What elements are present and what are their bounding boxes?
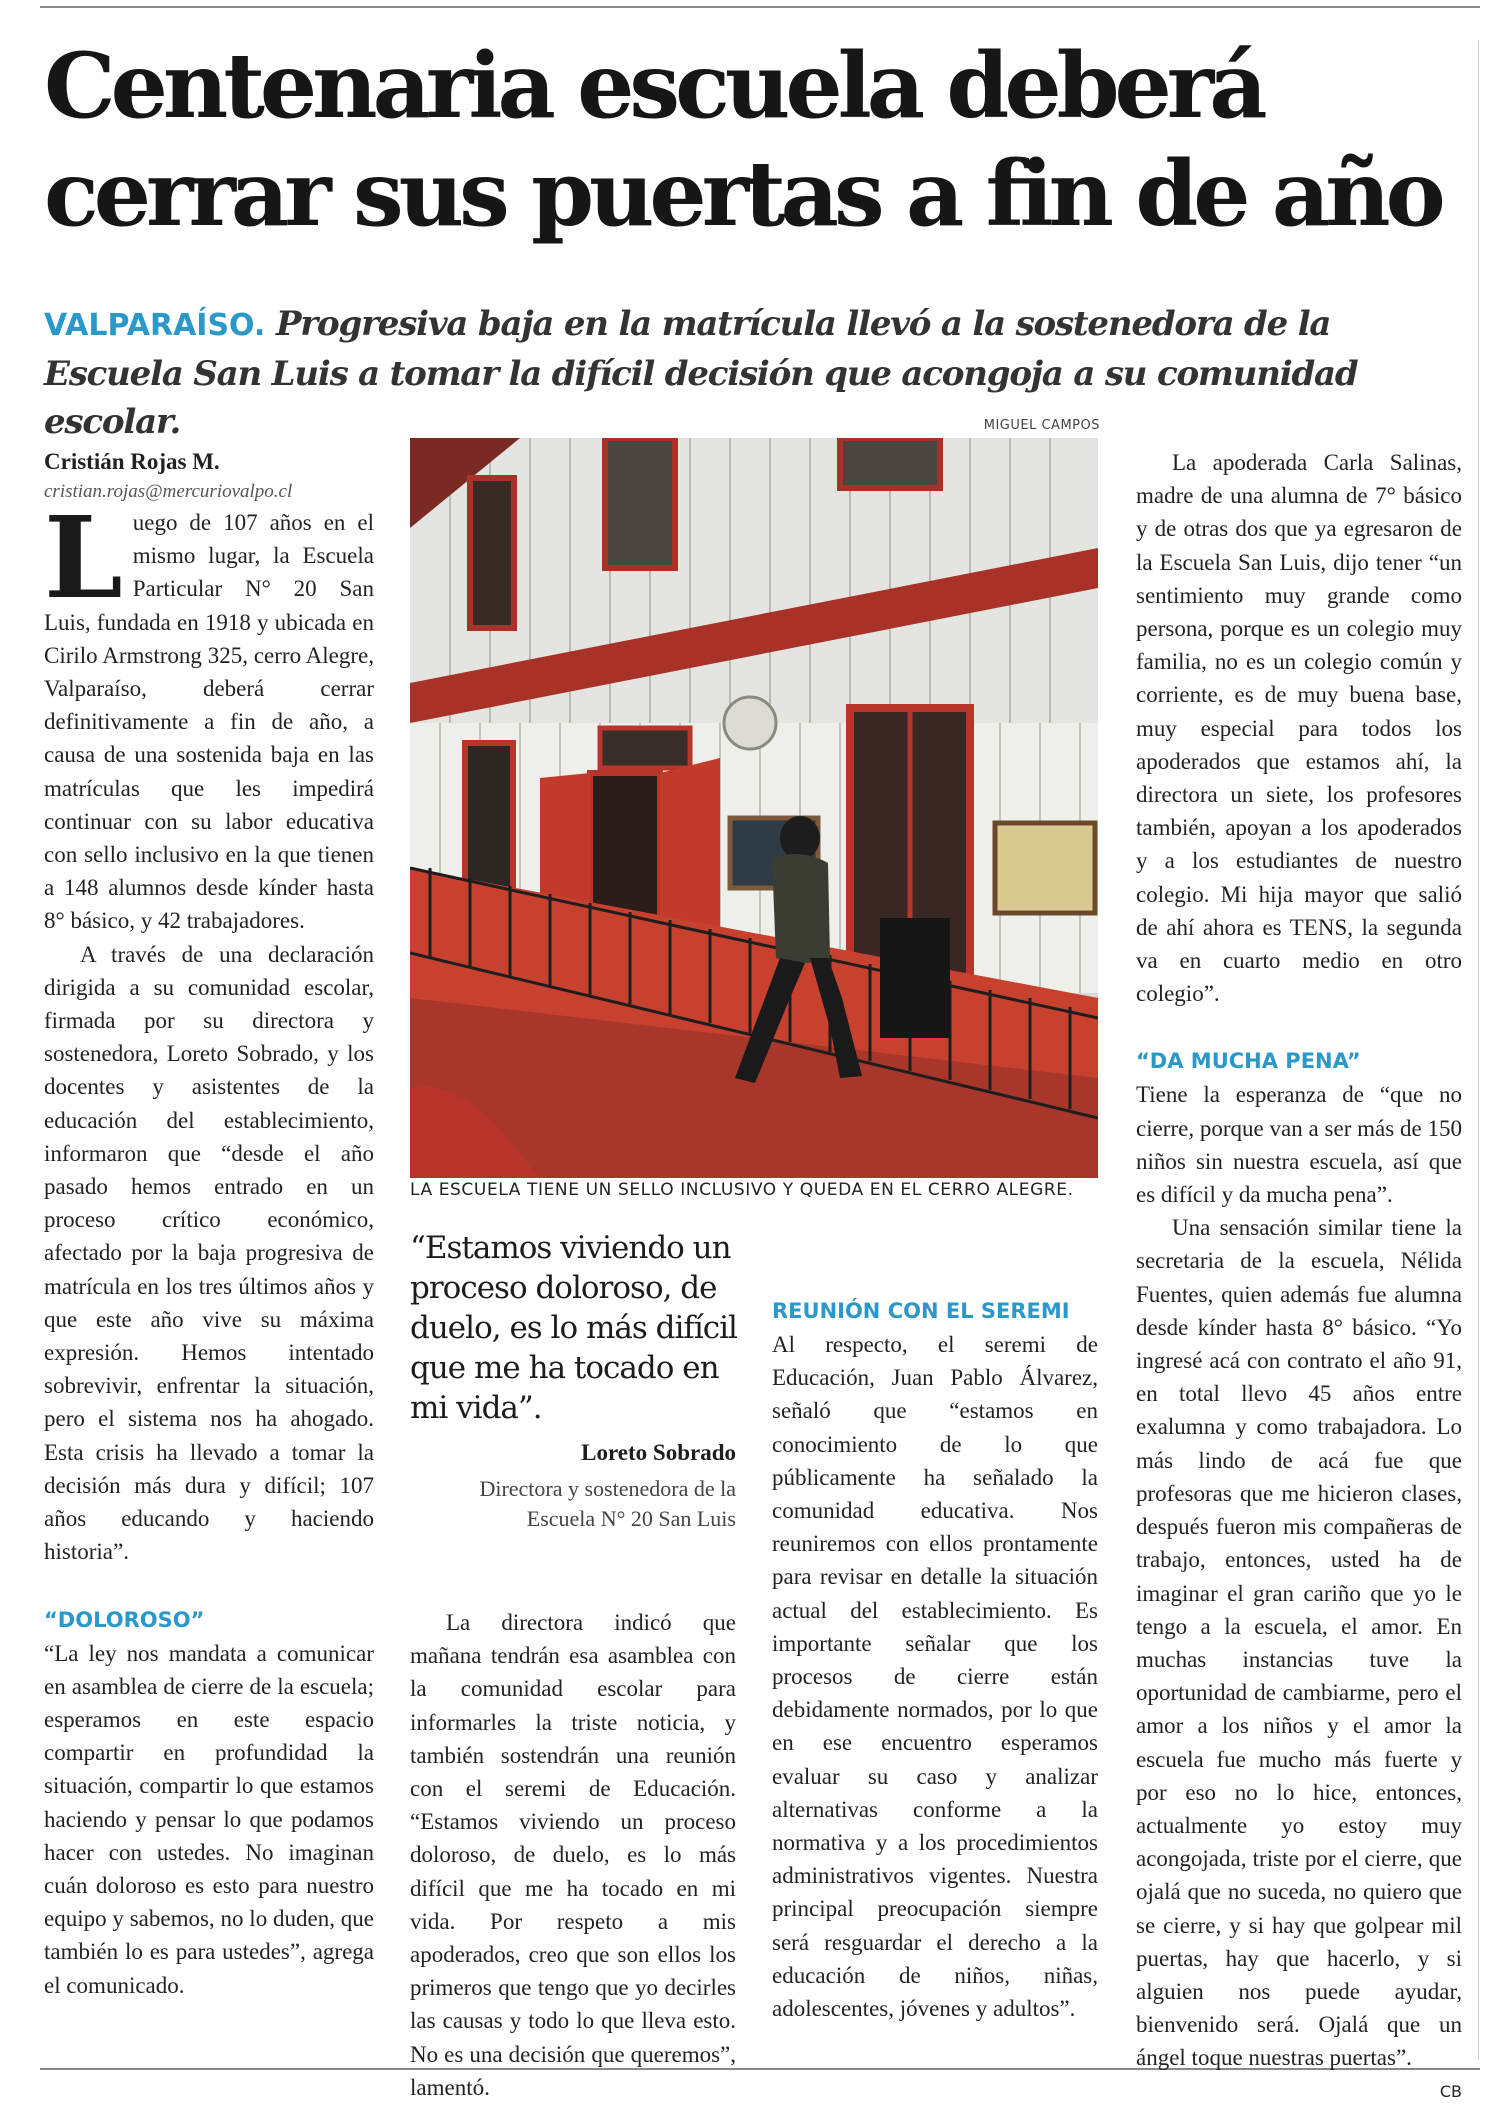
lead-text: Progresiva baja en la matrícula llevó a la sostenedora de la Escuela San Luis a tomar la difícil decisión que acongoja a su comunidad escolar. xyxy=(44,304,1358,442)
lead-place: VALPARAÍSO. xyxy=(44,308,266,343)
body-paragraph-2: A través de una declaración dirigida a su comunidad escolar, firmada por su directora y sostenedora, Loreto Sobrado, y los docentes y asistentes de la educación del establecimiento, informaron que “desde el año pasado hemos entrado en un proceso crítico económico, afectado por la baja progresiva de matrícula en los tres últimos años y que este año vive su máxima expresión. Hemos intentado sobrevivir, enfrentar la situación, pero el sistema nos ha ahogado. Esta crisis ha llevado a tomar la decisión más dura y difícil; 107 años educando y haciendo historia”. xyxy=(44,941,374,1565)
top-rule xyxy=(40,6,1480,8)
school-building-illustration xyxy=(410,438,1098,1178)
byline-name: Cristián Rojas M. xyxy=(44,449,220,474)
end-mark: CB xyxy=(1439,2081,1462,2101)
column-2 xyxy=(410,1606,736,2104)
body-paragraph-4: La directora indicó que mañana tendrán esa asamblea con la comunidad escolar para informarles la triste noticia, y también sostendrán una reunión con el seremi de Educación. “Estamos viviendo un proceso doloroso, de duelo, es lo más difícil que me ha tocado en mi vida. Por respeto a mis apoderados, creo que son ellos los primeros que tengo que yo decirles las causas y todo lo que lleva esto. No es una decisión que queremos”, lamentó. xyxy=(410,1610,736,2100)
photo-caption: LA ESCUELA TIENE UN SELLO INCLUSIVO Y QUEDA EN EL CERRO ALEGRE. xyxy=(410,1180,1074,1200)
body-paragraph-7: Tiene la esperanza de “que no cierre, porque van a ser más de 150 niños sin nuestra escuela, así que es difícil y da mucha pena”. xyxy=(1136,1082,1462,1208)
column-1 xyxy=(44,446,374,2002)
photo-credit: MIGUEL CAMPOS xyxy=(983,418,1100,433)
body-paragraph-1 xyxy=(44,493,374,938)
subhead-reunion: REUNIÓN CON EL SEREMI xyxy=(772,1299,1070,1323)
body-paragraph-5: Al respecto, el seremi de Educación, Juan Pablo Álvarez, señaló que “estamos en conocimiento de lo que públicamente ha señalado la comunidad educativa. Nos reuniremos con ellos prontamente para revisar en detalle la situación actual del establecimiento. Es importante señalar que los procesos de cierre están debidamente normados, por lo que en ese encuentro esperamos evaluar su caso y analizar alternativas conforme a la normativa y a los procedimientos administrativos vigentes. Nuestra principal preocupación siempre será resguardar el derecho a la educación de niños, niñas, adolescentes, jóvenes y adultos”. xyxy=(772,1332,1098,2022)
byline-email[interactable]: cristian.rojas@mercuriovalpo.cl xyxy=(44,481,293,502)
body-text-8: Una sensación similar tiene la secretaria de la escuela, Nélida Fuentes, quien además fue alumna desde kínder hasta 8° básico. “Yo ingresé acá con contrato el año 91, en total llevo 45 años entre exalumna y como trabajadora. Lo más lindo de acá fue que profesoras que me hicieron clases, después fueron mis compañeras de trabajo, entonces, usted ha de imaginar el gran cariño que yo le tengo a la escuela, el amor. En muchas instancias tuve la oportunidad de cambiarme, pero el amor a los niños y el amor la escuela fue mucho más fuerte y por eso no lo hice, entonces, actualmente yo estoy muy acongojada, triste por el cierre, que ojalá que no suceda, no quiero que se cierre, y si hay que golpear mil puertas, hay que hacerlo, y si alguien nos puede ayudar, bienvenido será. Ojalá que un ángel toque nuestras puertas”. xyxy=(1136,1215,1462,2071)
body-text-1: uego de 107 años en el mismo lugar, la Escuela Particular N° 20 San Luis, fundada en 1918 y ubicada en Cirilo Armstrong 325, cerro Alegre, Valparaíso, deberá cerrar definitivamente a fin de año, a causa de una sostenida baja en las matrículas que les impedirá continuar con su labor educativa con sello inclusivo en la que tienen a 148 alumnos desde kínder hasta 8° básico, y 42 trabajadores. xyxy=(44,510,374,934)
subhead-doloroso: “DOLOROSO” xyxy=(44,1607,205,1632)
column-rule xyxy=(1478,40,1479,2060)
column-4 xyxy=(1136,446,1462,2108)
body-paragraph-8 xyxy=(1136,1211,1462,2101)
lead-paragraph xyxy=(44,300,1464,446)
column-3 xyxy=(772,1296,1098,2025)
pull-quote-role: Directora y sostenedora de la Escuela N° 20 San Luis xyxy=(479,1476,736,1531)
drop-cap: L xyxy=(44,493,123,624)
subhead-da-mucha-pena: “DA MUCHA PENA” xyxy=(1136,1049,1361,1074)
body-paragraph-3: “La ley nos mandata a comunicar en asamblea de cierre de la escuela; esperamos en este espacio compartir en profundidad la situación, compartir lo que estamos haciendo y pensar lo que podamos hacer con ustedes. No imaginan cuán doloroso es esto para nuestro equipo y sabemos, no lo duden, que también lo es para ustedes”, agrega el comunicado. xyxy=(44,1640,374,1998)
pull-quote-author: Loreto Sobrado xyxy=(581,1440,736,1465)
pull-quote: “Estamos viviendo un proceso doloroso, de duelo, es lo más difícil que me ha tocado en mi vida”. xyxy=(410,1230,737,1426)
headline: Centenaria escuela deberá cerrar sus puertas a fin de año xyxy=(44,33,1441,247)
body-paragraph-6: La apoderada Carla Salinas, madre de una alumna de 7° básico y de otras dos que ya egresaron de la Escuela San Luis, dijo tener “un sentimiento muy grande como persona, porque es un colegio muy familia, no es un colegio común y corriente, es de muy buena base, muy especial para todos los apoderados que estamos ahí, la directora un siete, los profesores también, apoyan a los apoderados y a los estudiantes de nuestro colegio. Mi hija mayor que salió de ahí ahora es TENS, la segunda va en cuarto medio en otro colegio”. xyxy=(1136,450,1462,1007)
school-photo xyxy=(410,438,1098,1178)
